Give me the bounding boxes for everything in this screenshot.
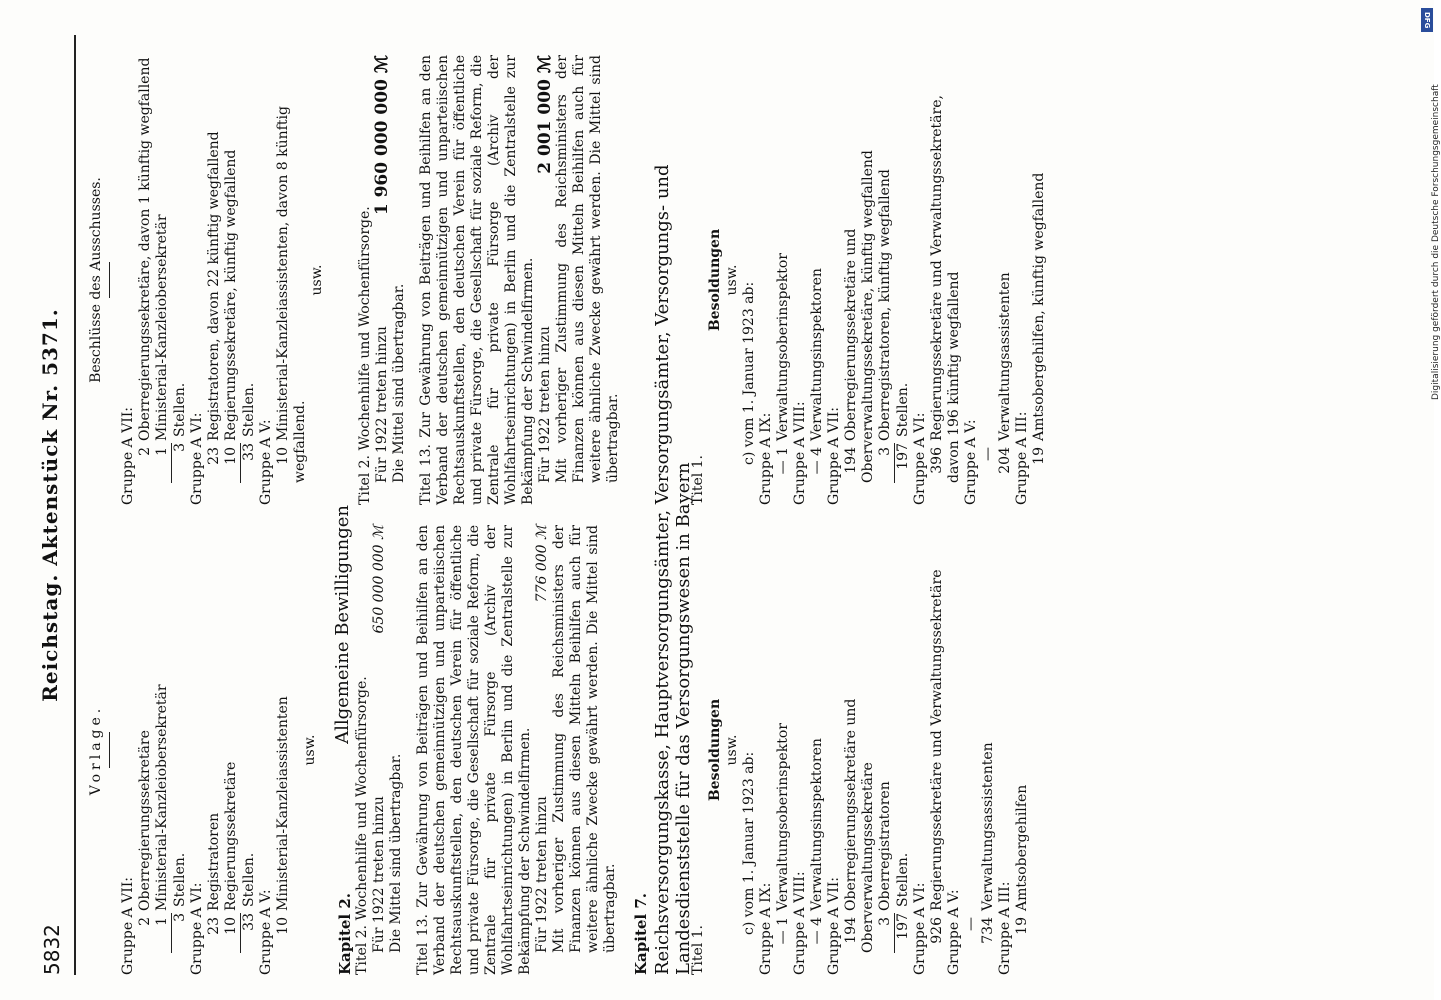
usw-label: usw. <box>309 264 325 296</box>
note: Die Mittel sind übertragbar. <box>391 283 407 483</box>
group-entry <box>1031 55 1048 505</box>
entry-count: — 734 <box>963 917 996 944</box>
group-entry <box>154 525 171 975</box>
group-label: Gruppe A VII: <box>120 407 136 505</box>
group-entry <box>980 55 1014 505</box>
entry-count: 396 <box>929 447 945 474</box>
column-vorlage <box>88 525 619 975</box>
sum-text: Stellen. <box>895 852 911 907</box>
entry-text: Regierungssekretäre <box>223 761 239 911</box>
entry-count: 2 <box>137 917 153 926</box>
group-entry <box>223 55 240 505</box>
amount-value: 2 001 000 ℳ <box>535 55 555 174</box>
entry-count: 19 <box>1031 447 1047 465</box>
group-entry <box>809 525 826 975</box>
sum-count: 33 <box>240 913 258 953</box>
section-heading: Allgemeine Bewilligungen <box>332 505 353 744</box>
sum-count: 3 <box>171 913 189 953</box>
entry-count: 3 <box>877 447 893 456</box>
group-entry <box>223 525 240 975</box>
titel-heading: Titel 2. Wochenhilfe und Wochenfürsorge. <box>354 676 370 975</box>
group-label: Gruppe A VI: <box>189 412 205 505</box>
kapitel-title: Reichsversorgungskasse, Hauptversorgungsämter, Versorgungsämter, Versorgungs- und Landesdienststelle für das Versorgungswesen in Bayern <box>652 164 694 975</box>
entry-text: Amtsobergehilfen, künftig wegfallend <box>1031 172 1047 441</box>
group-entry <box>775 55 792 505</box>
entry-text: Verwaltungsassistenten <box>997 272 1013 441</box>
group-label: Gruppe A V: <box>258 419 274 505</box>
column-beschluesse-k7 <box>690 55 1048 505</box>
entry-text: Oberregistratoren <box>877 781 893 911</box>
entry-count: — 1 <box>775 447 791 475</box>
group-label: Gruppe A VIII: <box>792 871 808 975</box>
entry-text: Verwaltungsinspektoren <box>809 268 825 441</box>
sum-text: Stellen. <box>172 852 188 907</box>
entry-text: Verwaltungsassistenten <box>980 742 996 911</box>
group-entry <box>154 55 171 505</box>
group-entry <box>877 55 894 505</box>
group-sum <box>894 525 912 975</box>
amount-value: 650 000 000 ℳ <box>371 525 387 634</box>
usw-label: usw. <box>724 734 740 766</box>
entry-text: Oberregierungssekretäre <box>137 730 153 911</box>
sum-count: 3 <box>171 443 189 483</box>
group-label: Gruppe A V: <box>963 419 979 505</box>
group-entry <box>1014 525 1031 975</box>
amount-line: Für 1922 treten hinzu 776 000 ℳ <box>534 525 550 953</box>
page-number: 5832 <box>40 924 64 975</box>
entry-count: 926 <box>929 917 945 944</box>
entry-text: Amtsobergehilfen <box>1014 784 1030 911</box>
entry-text: Ministerial-Kanzleiobersekretär <box>154 214 170 441</box>
entry-text: Ministerial-Kanzleiassistenten <box>275 696 291 911</box>
entry-count: 1 <box>154 917 170 926</box>
entry-text: Oberregistratoren, künftig wegfallend <box>877 169 893 441</box>
group-sum <box>240 55 258 505</box>
page-title: Reichstag. Aktenstück Nr. 5371. <box>38 308 62 702</box>
group-sum <box>171 55 189 505</box>
group-label: Gruppe A III: <box>997 881 1013 975</box>
entry-text: Verwaltungsoberinspektor <box>775 253 791 441</box>
group-entry <box>809 55 826 505</box>
titel-paragraph: Titel 13. Zur Gewährung von Beiträgen und Beihilfen an den Verband der deutschen gemeinnützigen und unparteiischen Rechtsauskunftstellen, den deutschen Verein für öffentliche und private Fürsorge, die Gesellschaft für soziale Reform, die Zentrale für private Fürsorge (Archiv der Wohlfahrtseinrichtungen) in Berlin und die Zentralstelle zur Bekämpfung der Schwindelfirmen. <box>415 525 533 975</box>
entry-text: Verwaltungsoberinspektor <box>775 723 791 911</box>
entry-count: 10 <box>223 447 239 465</box>
entry-count: 2 <box>137 447 153 456</box>
group-entry <box>929 525 946 975</box>
entry-text: Oberregierungssekretäre und Oberverwaltungssekretäre <box>843 698 876 953</box>
entry-count: — 4 <box>809 917 825 945</box>
group-entry <box>137 55 154 505</box>
entry-text: Oberregierungssekretäre, davon 1 künftig wegfallend <box>137 57 153 441</box>
date-line: c) vom 1. Januar 1923 ab: <box>741 281 757 465</box>
group-label: Gruppe A IX: <box>758 412 774 505</box>
sum-text: Stellen. <box>895 382 911 437</box>
sum-count: 197 <box>894 443 912 483</box>
column-heading: Vorlage. <box>88 704 104 796</box>
entry-text: Regierungssekretäre und Verwaltungssekretäre <box>929 569 945 911</box>
entry-count: 3 <box>877 917 893 926</box>
sum-count: 33 <box>240 443 258 483</box>
entry-text: Regierungssekretäre, künftig wegfallend <box>223 149 239 441</box>
group-label: Gruppe A VIII: <box>792 401 808 505</box>
dfg-sidebar <box>1420 8 1441 992</box>
amount-line: Für 1922 treten hinzu 2 001 000 ℳ <box>535 55 555 483</box>
entry-count: 23 <box>206 917 222 935</box>
entry-count: 194 <box>843 447 859 474</box>
sum-count: 197 <box>894 913 912 953</box>
usw-label: usw. <box>302 734 318 766</box>
entry-count: 194 <box>843 917 859 944</box>
entry-text: Regierungssekretäre und Verwaltungssekretäre, davon 196 künftig wegfallend <box>929 95 962 483</box>
entry-text: Registratoren <box>206 812 222 911</box>
group-label: Gruppe A VII: <box>120 877 136 975</box>
document-page <box>40 35 1400 975</box>
entry-count: 10 <box>275 447 291 465</box>
group-sum <box>894 55 912 505</box>
header-rule <box>74 35 76 975</box>
divider <box>109 262 110 298</box>
group-entry <box>275 525 292 975</box>
groups-top <box>120 525 292 975</box>
besoldungen-label: Besoldungen <box>707 698 723 802</box>
group-entry <box>929 55 963 505</box>
group-label: Gruppe A V: <box>258 889 274 975</box>
amount-line: Für 1922 treten hinzu 650 000 000 ℳ <box>371 525 387 953</box>
groups-bottom <box>758 525 1031 975</box>
group-label: Gruppe A VI: <box>912 412 928 505</box>
group-entry <box>843 55 877 505</box>
group-entry <box>963 525 997 975</box>
entry-count: — 204 <box>980 447 1013 474</box>
divider <box>109 732 110 768</box>
group-label: Gruppe A VII: <box>826 407 842 505</box>
sum-text: Stellen. <box>172 382 188 437</box>
entry-count: — 4 <box>809 447 825 475</box>
group-label: Gruppe A VI: <box>189 882 205 975</box>
sum-text: Stellen. <box>241 382 257 437</box>
group-entry <box>775 525 792 975</box>
group-label: Gruppe A V: <box>946 889 962 975</box>
group-entry <box>877 525 894 975</box>
kapitel-heading: Kapitel 7. <box>632 893 650 975</box>
titel-heading: Titel 1. <box>690 924 706 975</box>
sum-text: Stellen. <box>241 852 257 907</box>
group-label: Gruppe A VII: <box>826 877 842 975</box>
dfg-logo: DFG <box>1421 8 1433 32</box>
page-header <box>40 35 70 975</box>
group-entry <box>206 55 223 505</box>
entry-count: 23 <box>206 447 222 465</box>
titel-heading: Titel 2. Wochenhilfe und Wochenfürsorge. <box>357 206 373 505</box>
date-line: c) vom 1. Januar 1923 ab: <box>741 751 757 935</box>
entry-text: Registratoren, davon 22 künftig wegfallend <box>206 131 222 441</box>
note: Mit vorheriger Zustimmung des Reichsministers der Finanzen können aus diesen Mitteln Beihilfen auch für weitere ähnliche Zwecke gewährt werden. Die Mittel sind übertragbar. <box>554 55 621 483</box>
usw-label: usw. <box>724 264 740 296</box>
group-sum <box>240 525 258 975</box>
groups-top <box>120 55 309 505</box>
entry-text: Oberregierungssekretäre und Oberverwaltungssekretäre, künftig wegfallend <box>843 150 876 483</box>
group-entry <box>206 525 223 975</box>
note: Mit vorheriger Zustimmung des Reichsministers der Finanzen können aus diesen Mitteln Beihilfen auch für weitere ähnliche Zwecke gewährt werden. Die Mittel sind übertragbar. <box>551 525 618 953</box>
group-entry <box>843 525 877 975</box>
note: Die Mittel sind übertragbar. <box>388 753 404 953</box>
amount-value: 776 000 ℳ <box>534 525 550 603</box>
titel-heading: Titel 1. <box>690 454 706 505</box>
entry-text: Ministerial-Kanzleiassistenten, davon 8 künftig wegfallend. <box>275 106 308 483</box>
group-label: Gruppe A IX: <box>758 882 774 975</box>
column-vorlage-k7 <box>690 525 1031 975</box>
entry-count: 10 <box>223 917 239 935</box>
kapitel-heading: Kapitel 2. <box>336 893 354 975</box>
besoldungen-label: Besoldungen <box>707 228 723 332</box>
amount-value: 1 960 000 000 ℳ <box>372 55 392 216</box>
group-label: Gruppe A VI: <box>912 882 928 975</box>
groups-bottom <box>758 55 1048 505</box>
amount-line: Für 1922 treten hinzu 1 960 000 000 ℳ <box>372 55 392 483</box>
entry-count: 10 <box>275 917 291 935</box>
entry-text: Ministerial-Kanzleiobersekretär <box>154 684 170 911</box>
group-sum <box>171 525 189 975</box>
dfg-credit: Digitalisierung gefördert durch die Deutsche Forschungsgemeinschaft <box>1431 84 1441 400</box>
entry-count: — 1 <box>775 917 791 945</box>
group-label: Gruppe A III: <box>1014 411 1030 505</box>
group-entry <box>275 55 309 505</box>
group-entry <box>137 525 154 975</box>
entry-count: 1 <box>154 447 170 456</box>
column-heading: Beschlüsse des Ausschusses. <box>88 177 104 383</box>
entry-text: Verwaltungsinspektoren <box>809 738 825 911</box>
titel-paragraph: Titel 13. Zur Gewährung von Beiträgen und Beihilfen an den Verband der deutschen gemeinnützigen und unparteiischen Rechtsauskunftstellen, den deutschen Verein für öffentliche und private Fürsorge, die Gesellschaft für soziale Reform, die Zentrale für private Fürsorge (Archiv der Wohlfahrtseinrichtungen) in Berlin und die Zentralstelle zur Bekämpfung der Schwindelfirmen. <box>418 55 536 505</box>
entry-count: 19 <box>1014 917 1030 935</box>
